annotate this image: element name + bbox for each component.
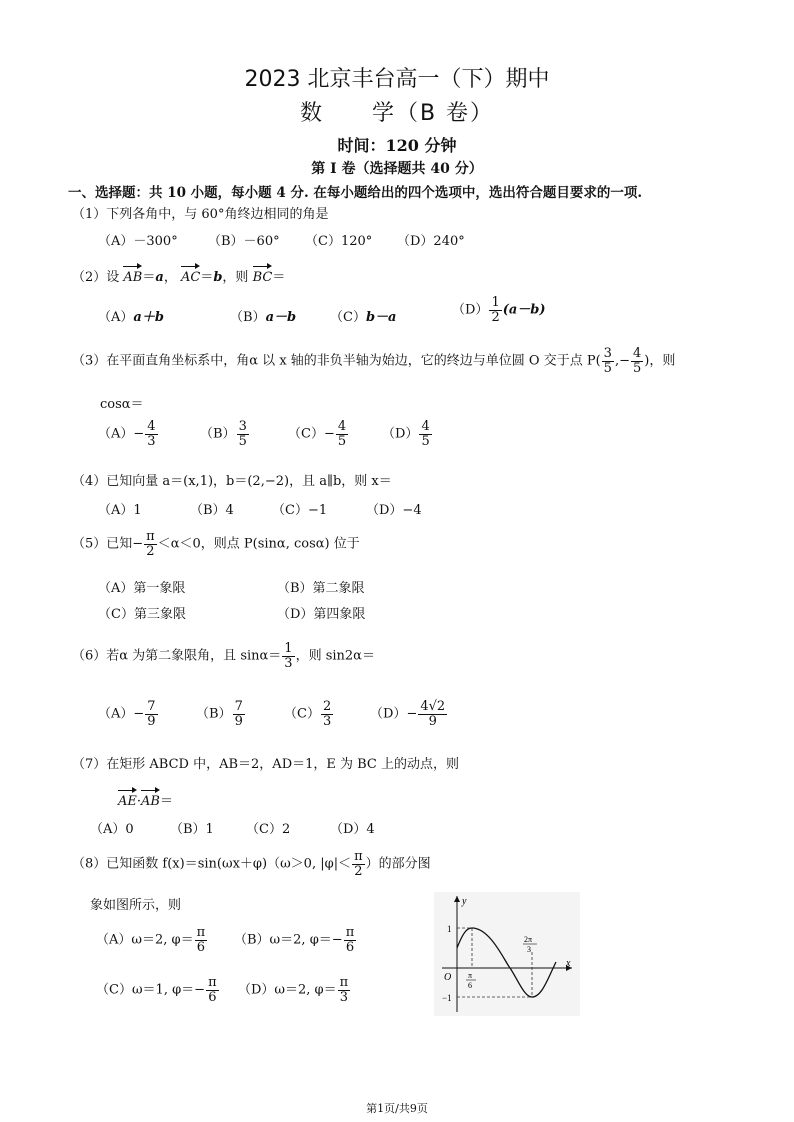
- q1-option-b: （B）－60°: [208, 234, 280, 249]
- q2-num: （2）设: [72, 270, 120, 285]
- page-title: 2023 北京丰台高一（下）期中: [244, 67, 550, 92]
- q8-stem: （8）已知函数 f(x)＝sin(ωx＋φ)（ω＞0, |φ|＜ $\frac{\pi}{2}$ ）的部分图: [72, 849, 431, 879]
- q7-dot-product: AE·AB＝: [118, 794, 173, 809]
- origin-label: O: [444, 972, 452, 983]
- subject-title: 数 学（B 卷）: [299, 101, 495, 126]
- part-title: 第 I 卷（选择题共 40 分）: [311, 161, 483, 177]
- q7-option-a: （A）0: [90, 822, 134, 837]
- q6-option-b: （B） $\frac{7}{9}$: [196, 699, 243, 729]
- q7-option-d: （D）4: [330, 822, 375, 837]
- q1-stem: （1）下列各角中，与 60°角终边相同的角是: [72, 207, 329, 222]
- q3-option-b: （B） $\frac{3}{5}$: [200, 419, 247, 449]
- q3-option-a: （A）− $\frac{4}{3}$: [98, 419, 156, 449]
- vector-a: a: [155, 270, 164, 285]
- q8-option-b: （B）ω＝2, φ＝− $\frac{\pi}{6}$: [234, 925, 355, 955]
- sine-graph: [432, 890, 582, 1018]
- q3-option-d: （D） $\frac{4}{5}$: [382, 419, 430, 449]
- q6-stem: （6）若α 为第二象限角，且 sinα＝ $\frac{1}{3}$ ，则 sin2α＝: [72, 641, 375, 671]
- q8-option-c: （C）ω＝1, φ＝− $\frac{\pi}{6}$: [96, 975, 217, 1005]
- q1-option-a: （A）－300°: [98, 234, 178, 249]
- q2-option-b: （B）a－b: [230, 310, 297, 325]
- q6-option-d: （D）− $\frac{4√2}{9}$: [370, 699, 446, 729]
- q1-option-d: （D）240°: [397, 234, 465, 249]
- exam-time: 时间：120 分钟: [337, 136, 457, 155]
- q3-option-c: （C）− $\frac{4}{5}$: [288, 419, 347, 449]
- q1-option-c: （C）120°: [305, 234, 373, 249]
- q5-option-d: （D）第四象限: [277, 607, 366, 622]
- vector-b: b: [213, 270, 223, 285]
- q7-option-c: （C）2: [246, 822, 291, 837]
- vector-ab: AB: [123, 270, 143, 285]
- tick-one: 1: [447, 924, 452, 934]
- q3-line2: cosα＝: [100, 397, 144, 412]
- q6-option-c: （C） $\frac{2}{3}$: [284, 699, 332, 729]
- q5-option-b: （B）第二象限: [277, 581, 365, 596]
- y-label: y: [462, 896, 467, 907]
- vector-bc: BC: [252, 270, 273, 285]
- page-footer: 第1页/共9页: [366, 1102, 428, 1115]
- q8-option-d: （D）ω＝2, φ＝ $\frac{\pi}{3}$: [238, 975, 349, 1005]
- q7-option-b: （B）1: [170, 822, 214, 837]
- q4-option-a: （A）1: [98, 503, 142, 518]
- q4-option-c: （C）−1: [272, 503, 328, 518]
- q2-option-a: （A）a＋b: [98, 310, 164, 325]
- q3-stem: （3）在平面直角坐标系中，角α 以 x 轴的非负半轴为始边，它的终边与单位圆 O 交于点 P( $\frac{3}{5}$ ,− $\frac{4}{5}$ )，则: [72, 346, 676, 376]
- vector-ac: AC: [180, 270, 201, 285]
- tick-2pi3-den: 3: [527, 945, 531, 954]
- q8-option-a: （A）ω＝2, φ＝ $\frac{\pi}{6}$: [96, 925, 206, 955]
- q4-option-b: （B）4: [190, 503, 234, 518]
- q2-option-d: （D） $\frac{1}{2}$ (a－b): [452, 295, 546, 325]
- q4-stem: （4）已知向量 a＝(x,1)，b＝(2,−2)，且 a∥b，则 x＝: [72, 474, 392, 489]
- tick-pi6-den: 6: [468, 981, 472, 990]
- q2-then: ，则: [222, 270, 249, 285]
- q8-line2: 象如图所示，则: [90, 898, 182, 913]
- q7-stem: （7）在矩形 ABCD 中，AB＝2，AD＝1，E 为 BC 上的动点，则: [72, 757, 460, 772]
- q4-option-d: （D）−4: [366, 503, 422, 518]
- q5-option-a: （A）第一象限: [98, 581, 186, 596]
- q2-option-c: （C）b－a: [330, 310, 397, 325]
- q6-option-a: （A）− $\frac{7}{9}$: [98, 699, 156, 729]
- q2-stem: （2）设 AB＝a， AC＝b，则 BC＝: [72, 270, 286, 285]
- tick-2pi3-num: 2π: [524, 935, 533, 944]
- graph-background: [434, 892, 580, 1016]
- q5-option-c: （C）第三象限: [98, 607, 186, 622]
- q5-stem: （5）已知− $\frac{\pi}{2}$ ＜α＜0，则点 P(sinα, cosα) 位于: [72, 529, 360, 559]
- tick-pi6-num: π: [468, 971, 473, 980]
- tick-neg-one: −1: [442, 993, 452, 1003]
- section-heading: 一、选择题：共 10 小题，每小题 4 分. 在每小题给出的四个选项中，选出符合题目要求的一项.: [68, 185, 643, 201]
- x-label: x: [566, 958, 571, 969]
